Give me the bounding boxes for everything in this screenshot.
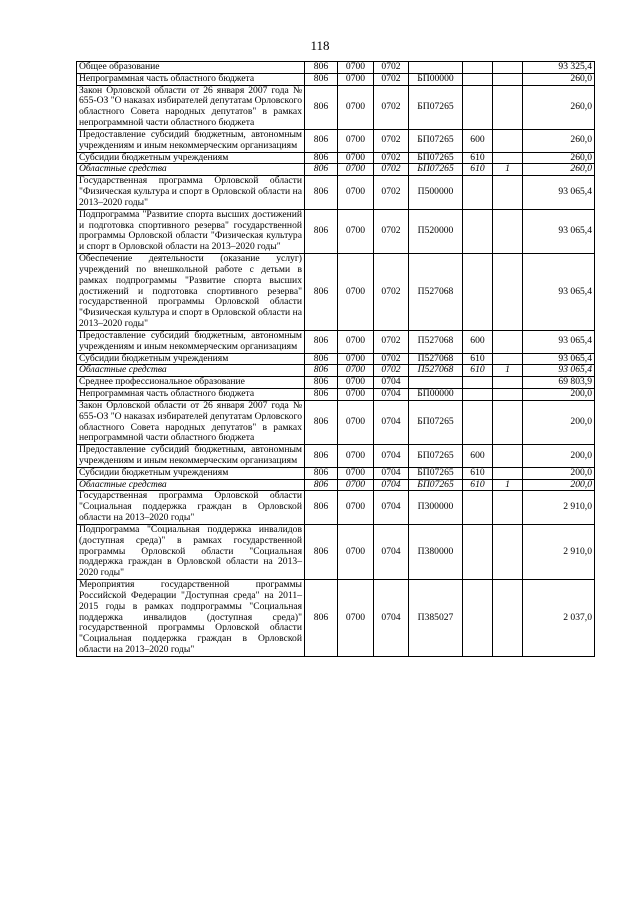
section-code-cell: 0700 — [338, 164, 374, 176]
expense-type-cell — [463, 400, 493, 444]
admin-code-cell: 806 — [305, 445, 338, 468]
expense-type-cell — [463, 73, 493, 85]
section-code-cell: 0700 — [338, 365, 374, 377]
amount-cell: 260,0 — [523, 73, 595, 85]
expense-type-cell: 600 — [463, 445, 493, 468]
amount-cell: 260,0 — [523, 85, 595, 129]
subsection-code-cell: 0702 — [374, 209, 409, 253]
target-article-cell: БП07265 — [409, 152, 463, 164]
target-article-cell: БП07265 — [409, 164, 463, 176]
funding-source-cell: 1 — [493, 365, 523, 377]
row-name-cell: Субсидии бюджетным учреждениям — [77, 152, 305, 164]
section-code-cell: 0700 — [338, 389, 374, 401]
admin-code-cell: 806 — [305, 254, 338, 331]
amount-cell: 200,0 — [523, 467, 595, 479]
row-name-cell: Государственная программа Орловской области "Социальная поддержка граждан в Орловской области на 2013–2020 годы" — [77, 491, 305, 524]
target-article-cell — [409, 377, 463, 389]
expense-type-cell: 600 — [463, 330, 493, 353]
table-row — [77, 524, 595, 579]
row-name-cell: Областные средства — [77, 479, 305, 491]
table-row — [77, 129, 595, 152]
subsection-code-cell: 0702 — [374, 85, 409, 129]
amount-cell: 2 910,0 — [523, 524, 595, 579]
table-row — [77, 330, 595, 353]
table-row — [77, 400, 595, 444]
section-code-cell: 0700 — [338, 254, 374, 331]
amount-cell: 93 065,4 — [523, 353, 595, 365]
amount-cell: 93 325,4 — [523, 62, 595, 74]
admin-code-cell: 806 — [305, 491, 338, 524]
subsection-code-cell: 0704 — [374, 377, 409, 389]
row-name-cell: Субсидии бюджетным учреждениям — [77, 467, 305, 479]
section-code-cell: 0700 — [338, 524, 374, 579]
expense-type-cell — [463, 377, 493, 389]
amount-cell: 260,0 — [523, 129, 595, 152]
section-code-cell: 0700 — [338, 445, 374, 468]
section-code-cell: 0700 — [338, 580, 374, 657]
funding-source-cell — [493, 176, 523, 209]
admin-code-cell: 806 — [305, 209, 338, 253]
row-name-cell: Областные средства — [77, 164, 305, 176]
amount-cell: 2 910,0 — [523, 491, 595, 524]
funding-source-cell — [493, 254, 523, 331]
funding-source-cell — [493, 152, 523, 164]
funding-source-cell — [493, 62, 523, 74]
table-row — [77, 152, 595, 164]
admin-code-cell: 806 — [305, 73, 338, 85]
expense-type-cell: 610 — [463, 152, 493, 164]
funding-source-cell — [493, 467, 523, 479]
funding-source-cell — [493, 129, 523, 152]
amount-cell: 93 065,4 — [523, 254, 595, 331]
subsection-code-cell: 0702 — [374, 330, 409, 353]
table-row — [77, 580, 595, 657]
funding-source-cell — [493, 580, 523, 657]
admin-code-cell: 806 — [305, 389, 338, 401]
row-name-cell: Непрограммная часть областного бюджета — [77, 73, 305, 85]
row-name-cell: Государственная программа Орловской области "Физическая культура и спорт в Орловской области на 2013–2020 годы" — [77, 176, 305, 209]
page-number: 118 — [310, 38, 330, 53]
table-row — [77, 62, 595, 74]
row-name-cell: Обеспечение деятельности (оказание услуг) учреждений по внешкольной работе с детьми в рамках подпрограммы "Развитие спорта высших достижений и подготовка спортивного резерва" государственной программы Орловской области "Физическая культура и спорт в Орловской области на 2013–2020 годы" — [77, 254, 305, 331]
table-body — [77, 62, 595, 657]
subsection-code-cell: 0704 — [374, 580, 409, 657]
section-code-cell: 0700 — [338, 330, 374, 353]
admin-code-cell: 806 — [305, 353, 338, 365]
subsection-code-cell: 0702 — [374, 164, 409, 176]
amount-cell: 200,0 — [523, 445, 595, 468]
row-name-cell: Непрограммная часть областного бюджета — [77, 389, 305, 401]
subsection-code-cell: 0702 — [374, 365, 409, 377]
expense-type-cell — [463, 580, 493, 657]
section-code-cell: 0700 — [338, 73, 374, 85]
subsection-code-cell: 0704 — [374, 524, 409, 579]
subsection-code-cell: 0702 — [374, 129, 409, 152]
amount-cell: 200,0 — [523, 479, 595, 491]
table-row — [77, 467, 595, 479]
table-row — [77, 73, 595, 85]
row-name-cell: Общее образование — [77, 62, 305, 74]
expense-type-cell — [463, 209, 493, 253]
amount-cell: 93 065,4 — [523, 365, 595, 377]
row-name-cell: Областные средства — [77, 365, 305, 377]
target-article-cell: БП00000 — [409, 73, 463, 85]
admin-code-cell: 806 — [305, 85, 338, 129]
amount-cell: 69 803,9 — [523, 377, 595, 389]
section-code-cell: 0700 — [338, 377, 374, 389]
amount-cell: 93 065,4 — [523, 330, 595, 353]
funding-source-cell — [493, 209, 523, 253]
target-article-cell: БП07265 — [409, 479, 463, 491]
amount-cell: 260,0 — [523, 164, 595, 176]
section-code-cell: 0700 — [338, 353, 374, 365]
table-row — [77, 254, 595, 331]
row-name-cell: Подпрограмма "Социальная поддержка инвалидов (доступная среда)" в рамках государственной программы Орловской области "Социальная поддержка граждан в Орловской области на 2013–2020 годы" — [77, 524, 305, 579]
funding-source-cell: 1 — [493, 164, 523, 176]
section-code-cell: 0700 — [338, 400, 374, 444]
row-name-cell: Мероприятия государственной программы Российской Федерации "Доступная среда" на 2011–2015 годы в рамках подпрограммы "Социальная поддержка инвалидов (доступная среда)" государственной программы Орловской области "Социальная поддержка граждан в Орловской области на 2013–2020 годы" — [77, 580, 305, 657]
expense-type-cell — [463, 85, 493, 129]
section-code-cell: 0700 — [338, 479, 374, 491]
amount-cell: 200,0 — [523, 400, 595, 444]
amount-cell: 93 065,4 — [523, 176, 595, 209]
funding-source-cell — [493, 524, 523, 579]
table-row — [77, 445, 595, 468]
table-row — [77, 176, 595, 209]
expense-type-cell — [463, 389, 493, 401]
section-code-cell: 0700 — [338, 467, 374, 479]
section-code-cell: 0700 — [338, 152, 374, 164]
expense-type-cell: 600 — [463, 129, 493, 152]
subsection-code-cell: 0704 — [374, 467, 409, 479]
subsection-code-cell: 0704 — [374, 491, 409, 524]
target-article-cell: П527068 — [409, 365, 463, 377]
row-name-cell: Закон Орловской области от 26 января 2007 года № 655-ОЗ "О наказах избирателей депутатам Орловского областного Совета народных депутатов" в рамках непрограммной части областного бюджета — [77, 400, 305, 444]
funding-source-cell — [493, 85, 523, 129]
admin-code-cell: 806 — [305, 152, 338, 164]
section-code-cell: 0700 — [338, 129, 374, 152]
expense-type-cell: 610 — [463, 467, 493, 479]
admin-code-cell: 806 — [305, 479, 338, 491]
section-code-cell: 0700 — [338, 209, 374, 253]
target-article-cell — [409, 62, 463, 74]
budget-table — [76, 61, 595, 657]
expense-type-cell — [463, 62, 493, 74]
subsection-code-cell: 0702 — [374, 254, 409, 331]
admin-code-cell: 806 — [305, 467, 338, 479]
table-row — [77, 85, 595, 129]
expense-type-cell — [463, 254, 493, 331]
section-code-cell: 0700 — [338, 491, 374, 524]
funding-source-cell — [493, 353, 523, 365]
subsection-code-cell: 0704 — [374, 400, 409, 444]
funding-source-cell: 1 — [493, 479, 523, 491]
target-article-cell: БП00000 — [409, 389, 463, 401]
expense-type-cell — [463, 176, 493, 209]
row-name-cell: Предоставление субсидий бюджетным, автономным учреждениям и иным некоммерческим организациям — [77, 129, 305, 152]
row-name-cell: Предоставление субсидий бюджетным, автономным учреждениям и иным некоммерческим организациям — [77, 330, 305, 353]
subsection-code-cell: 0704 — [374, 445, 409, 468]
target-article-cell: БП07265 — [409, 445, 463, 468]
expense-type-cell: 610 — [463, 353, 493, 365]
row-name-cell: Закон Орловской области от 26 января 2007 года № 655-ОЗ "О наказах избирателей депутатам Орловского областного Совета народных депутатов" в рамках непрограммной части областного бюджета — [77, 85, 305, 129]
target-article-cell: П500000 — [409, 176, 463, 209]
target-article-cell: БП07265 — [409, 129, 463, 152]
admin-code-cell: 806 — [305, 365, 338, 377]
subsection-code-cell: 0702 — [374, 73, 409, 85]
table-row — [77, 365, 595, 377]
admin-code-cell: 806 — [305, 62, 338, 74]
target-article-cell: П300000 — [409, 491, 463, 524]
target-article-cell: П380000 — [409, 524, 463, 579]
subsection-code-cell: 0702 — [374, 62, 409, 74]
amount-cell: 93 065,4 — [523, 209, 595, 253]
target-article-cell: П527068 — [409, 353, 463, 365]
funding-source-cell — [493, 73, 523, 85]
admin-code-cell: 806 — [305, 580, 338, 657]
subsection-code-cell: 0704 — [374, 479, 409, 491]
table-row — [77, 209, 595, 253]
admin-code-cell: 806 — [305, 400, 338, 444]
expense-type-cell — [463, 491, 493, 524]
target-article-cell: БП07265 — [409, 85, 463, 129]
admin-code-cell: 806 — [305, 377, 338, 389]
admin-code-cell: 806 — [305, 164, 338, 176]
target-article-cell: П520000 — [409, 209, 463, 253]
subsection-code-cell: 0702 — [374, 152, 409, 164]
amount-cell: 2 037,0 — [523, 580, 595, 657]
table-row — [77, 491, 595, 524]
section-code-cell: 0700 — [338, 85, 374, 129]
funding-source-cell — [493, 491, 523, 524]
funding-source-cell — [493, 445, 523, 468]
row-name-cell: Субсидии бюджетным учреждениям — [77, 353, 305, 365]
amount-cell: 200,0 — [523, 389, 595, 401]
section-code-cell: 0700 — [338, 62, 374, 74]
target-article-cell: П527068 — [409, 330, 463, 353]
subsection-code-cell: 0702 — [374, 176, 409, 209]
target-article-cell: П385027 — [409, 580, 463, 657]
funding-source-cell — [493, 389, 523, 401]
row-name-cell: Подпрограмма "Развитие спорта высших достижений и подготовка спортивного резерва" государственной программы Орловской области "Физическая культура и спорт в Орловской области на 2013–2020 годы" — [77, 209, 305, 253]
table-row — [77, 479, 595, 491]
target-article-cell: БП07265 — [409, 467, 463, 479]
table-row — [77, 353, 595, 365]
expense-type-cell: 610 — [463, 365, 493, 377]
target-article-cell: П527068 — [409, 254, 463, 331]
admin-code-cell: 806 — [305, 176, 338, 209]
row-name-cell: Предоставление субсидий бюджетным, автономным учреждениям и иным некоммерческим организациям — [77, 445, 305, 468]
amount-cell: 260,0 — [523, 152, 595, 164]
table-row — [77, 377, 595, 389]
expense-type-cell — [463, 524, 493, 579]
admin-code-cell: 806 — [305, 129, 338, 152]
row-name-cell: Среднее профессиональное образование — [77, 377, 305, 389]
admin-code-cell: 806 — [305, 330, 338, 353]
expense-type-cell: 610 — [463, 164, 493, 176]
table-row — [77, 164, 595, 176]
funding-source-cell — [493, 377, 523, 389]
admin-code-cell: 806 — [305, 524, 338, 579]
section-code-cell: 0700 — [338, 176, 374, 209]
funding-source-cell — [493, 400, 523, 444]
subsection-code-cell: 0702 — [374, 353, 409, 365]
table-row — [77, 389, 595, 401]
expense-type-cell: 610 — [463, 479, 493, 491]
funding-source-cell — [493, 330, 523, 353]
subsection-code-cell: 0704 — [374, 389, 409, 401]
target-article-cell: БП07265 — [409, 400, 463, 444]
